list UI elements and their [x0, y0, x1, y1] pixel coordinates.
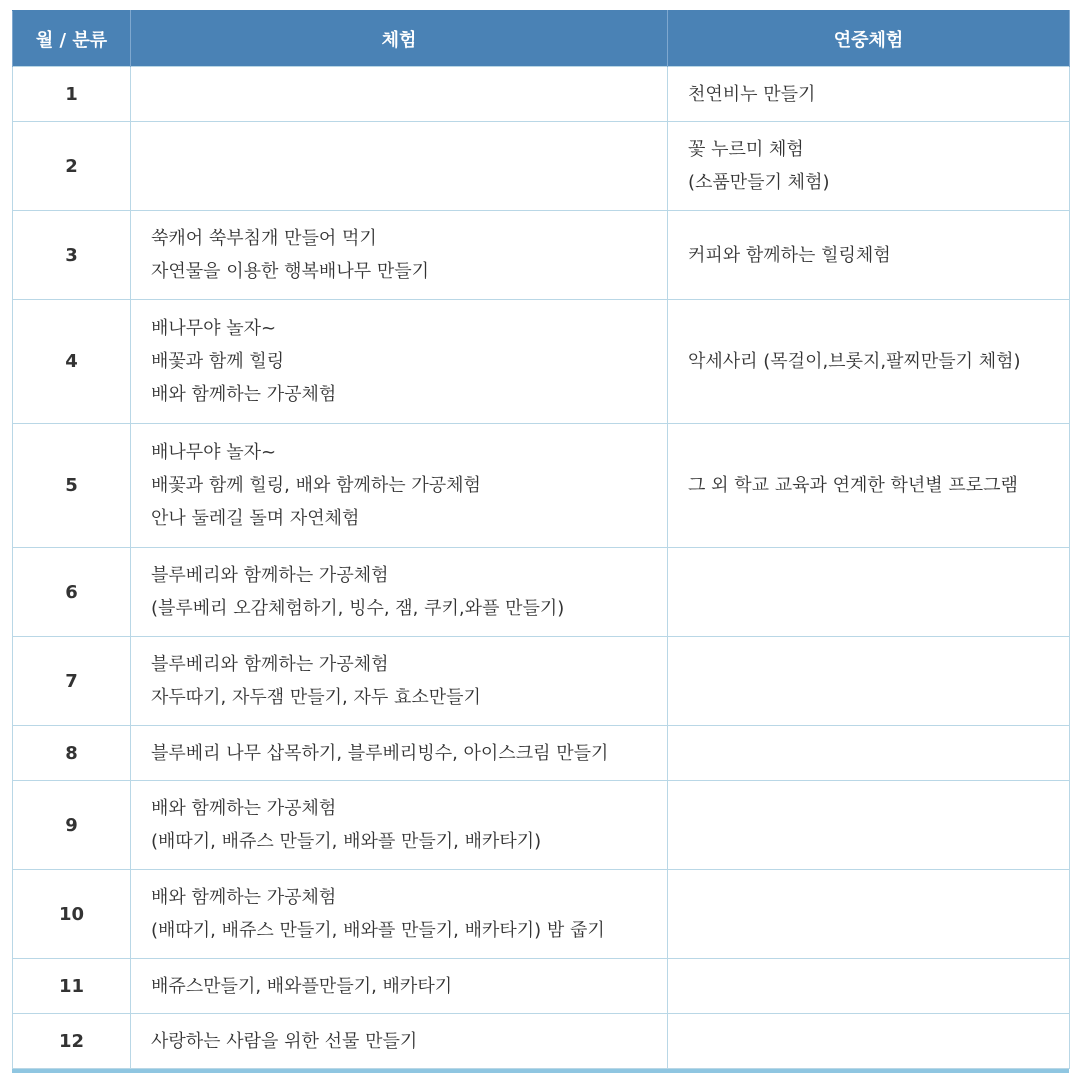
header-month-category: 월 / 분류	[13, 11, 131, 67]
program-table-wrapper	[12, 10, 1069, 1069]
experience-cell	[131, 300, 668, 424]
month-cell: 10	[13, 870, 131, 959]
annual-experience-cell	[668, 1014, 1070, 1069]
annual-experience-cell	[668, 781, 1070, 870]
cell-text-line: 사랑하는 사람을 위한 선물 만들기	[151, 1030, 418, 1052]
cell-text-line: 배쥬스만들기, 배와플만들기, 배카타기	[151, 975, 453, 997]
table-row	[13, 211, 1070, 300]
month-cell: 4	[13, 300, 131, 424]
table-row	[13, 726, 1070, 781]
cell-text-line: 배와 함께하는 가공체험	[151, 798, 337, 819]
month-cell: 6	[13, 548, 131, 637]
annual-experience-cell	[668, 67, 1070, 122]
cell-text-line: 배나무야 놀자~	[151, 442, 277, 463]
month-cell: 9	[13, 781, 131, 870]
experience-cell	[131, 726, 668, 781]
experience-cell	[131, 870, 668, 959]
cell-text-line: 그 외 학교 교육과 연계한 학년별 프로그램	[688, 475, 1018, 496]
table-body	[13, 67, 1070, 1069]
table-bottom-bar	[12, 1069, 1069, 1073]
table-row	[13, 870, 1070, 959]
header-annual-experience: 연중체험	[668, 11, 1070, 67]
experience-cell	[131, 548, 668, 637]
annual-experience-cell	[668, 424, 1070, 548]
cell-text-line: 배나무야 놀자~	[151, 318, 277, 339]
annual-experience-cell	[668, 548, 1070, 637]
cell-text-line: 천연비누 만들기	[688, 83, 816, 105]
table-row	[13, 424, 1070, 548]
table-row	[13, 781, 1070, 870]
annual-experience-cell	[668, 637, 1070, 726]
month-cell: 11	[13, 959, 131, 1014]
annual-experience-cell	[668, 870, 1070, 959]
cell-text-line: 배꽃과 함께 힐링, 배와 함께하는 가공체험	[151, 475, 481, 496]
experience-cell	[131, 959, 668, 1014]
experience-cell	[131, 781, 668, 870]
cell-text-line: (소품만들기 체험)	[688, 172, 830, 193]
cell-text-line: 블루베리와 함께하는 가공체험	[151, 565, 389, 586]
cell-text-line: 블루베리와 함께하는 가공체험	[151, 654, 389, 675]
cell-text-line: 배꽃과 함께 힐링	[151, 351, 285, 372]
month-cell: 5	[13, 424, 131, 548]
cell-text-line: 커피와 함께하는 힐링체험	[688, 244, 891, 266]
annual-experience-cell	[668, 300, 1070, 424]
table-row	[13, 67, 1070, 122]
experience-cell	[131, 67, 668, 122]
cell-text-line: 블루베리 나무 삽목하기, 블루베리빙수, 아이스크림 만들기	[151, 742, 609, 764]
cell-text-line: 꽃 누르미 체험	[688, 139, 804, 160]
cell-text-line: (블루베리 오감체험하기, 빙수, 잼, 쿠키,와플 만들기)	[151, 598, 565, 619]
table-row	[13, 548, 1070, 637]
annual-experience-cell	[668, 211, 1070, 300]
table-row	[13, 122, 1070, 211]
month-cell: 3	[13, 211, 131, 300]
table-row	[13, 637, 1070, 726]
month-cell: 12	[13, 1014, 131, 1069]
experience-cell	[131, 424, 668, 548]
cell-text-line: 배와 함께하는 가공체험	[151, 384, 337, 405]
month-cell: 7	[13, 637, 131, 726]
table-row	[13, 959, 1070, 1014]
cell-text-line: (배따기, 배쥬스 만들기, 배와플 만들기, 배카타기) 밤 줍기	[151, 920, 605, 941]
month-cell: 2	[13, 122, 131, 211]
cell-text-line: 안나 둘레길 돌며 자연체험	[151, 508, 360, 529]
month-cell: 1	[13, 67, 131, 122]
cell-text-line: 자연물을 이용한 행복배나무 만들기	[151, 261, 429, 282]
header-experience: 체험	[131, 11, 668, 67]
experience-cell	[131, 211, 668, 300]
table-row	[13, 1014, 1070, 1069]
cell-text-line: 배와 함께하는 가공체험	[151, 887, 337, 908]
annual-experience-cell	[668, 959, 1070, 1014]
experience-cell	[131, 637, 668, 726]
table-header-row	[13, 11, 1070, 67]
month-cell: 8	[13, 726, 131, 781]
cell-text-line: 자두따기, 자두잼 만들기, 자두 효소만들기	[151, 687, 481, 708]
annual-experience-cell	[668, 122, 1070, 211]
cell-text-line: 쑥캐어 쑥부침개 만들어 먹기	[151, 228, 377, 249]
annual-experience-cell	[668, 726, 1070, 781]
cell-text-line: 악세사리 (목걸이,브롯지,팔찌만들기 체험)	[688, 351, 1021, 372]
experience-cell	[131, 1014, 668, 1069]
monthly-program-table	[12, 10, 1070, 1069]
experience-cell	[131, 122, 668, 211]
cell-text-line: (배따기, 배쥬스 만들기, 배와플 만들기, 배카타기)	[151, 831, 542, 852]
table-row	[13, 300, 1070, 424]
